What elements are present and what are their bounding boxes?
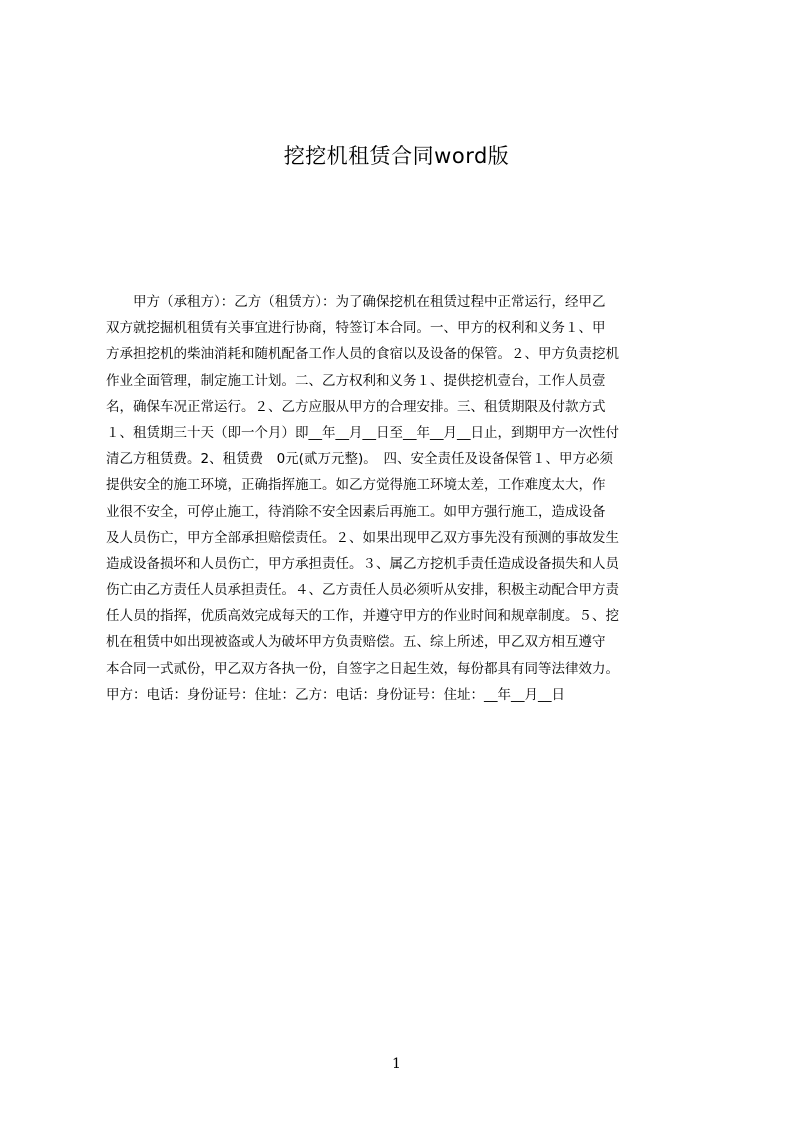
body-line: 伤亡由乙方责任人员承担责任。４、乙方责任人员必须听从安排，积极主动配合甲方责 [106, 582, 619, 599]
body-line: 双方就挖掘机租赁有关事宜进行协商，特签订本合同。一、甲方的权利和义务１、甲 [106, 320, 606, 337]
body-line: 业很不安全，可停止施工，待消除不安全因素后再施工。如甲方强行施工，造成设备 [106, 503, 606, 520]
body-line: 方承担挖机的柴油消耗和随机配备工作人员的食宿以及设备的保管。２、甲方负责挖机 [106, 346, 619, 363]
signature-line: 甲方：电话：身份证号：住址：乙方：电话：身份证号：住址：__年__月__日 [106, 686, 565, 703]
body-line: 及人员伤亡，甲方全部承担赔偿责任。２、如果出现甲乙双方事先没有预测的事故发生 [106, 529, 619, 546]
page-number: 1 [392, 1056, 401, 1072]
body-line: 名，确保车况正常运行。２、乙方应服从甲方的合理安排。三、租赁期限及付款方式 [106, 398, 606, 415]
body-line: 提供安全的施工环境，正确指挥施工。如乙方觉得施工环境太差，工作难度太大，作 [106, 477, 606, 494]
body-line: 甲方（承租方）：乙方（租赁方）：为了确保挖机在租赁过程中正常运行，经甲乙 [106, 294, 606, 310]
document-title: 挖挖机租赁合同word版 [283, 144, 510, 168]
body-line: １、租赁期三十天（即一个月）即__年__月__日至__年__月__日止，到期甲方一次性付 [106, 424, 619, 441]
body-line: 机在租赁中如出现被盗或人为破坏甲方负责赔偿。五、综上所述，甲乙双方相互遵守 [106, 634, 606, 651]
body-line: 造成设备损坏和人员伤亡，甲方承担责任。３、属乙方挖机手责任造成设备损失和人员 [106, 555, 619, 572]
body-line: 任人员的指挥，优质高效完成每天的工作，并遵守甲方的作业时间和规章制度。５、挖 [106, 608, 619, 625]
body-line: 本合同一式贰份，甲乙双方各执一份，自签字之日起生效，每份都具有同等法律效力。 [106, 660, 619, 677]
contract-body [106, 289, 696, 729]
body-line: 作业全面管理，制定施工计划。二、乙方权利和义务１、提供挖机壹台，工作人员壹 [106, 372, 606, 389]
body-line: 清乙方租赁费。2、租赁费 0元(贰万元整)。 四、安全责任及设备保管１、甲方必须 [106, 451, 613, 468]
